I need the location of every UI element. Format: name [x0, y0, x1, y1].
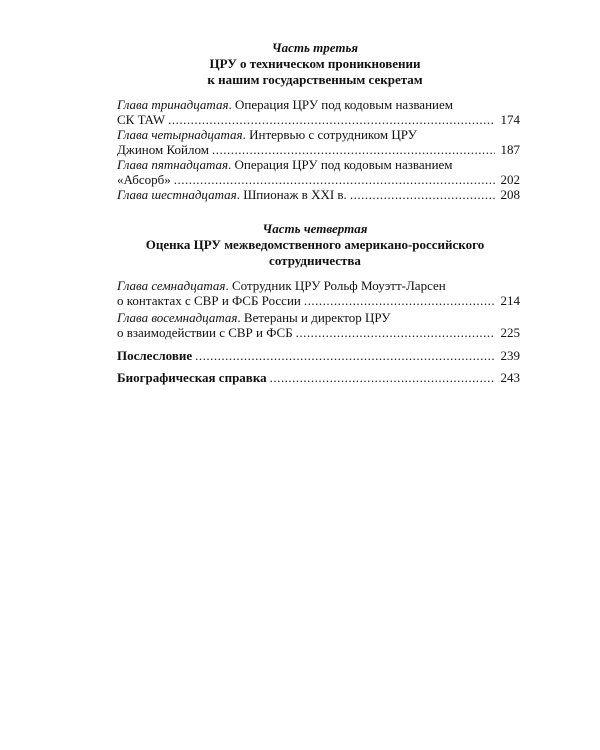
chapter-title: . Шпионаж в XXI в.: [236, 187, 347, 202]
toc-entry-afterword[interactable]: [117, 348, 520, 363]
chapter-title: . Ветераны и директор ЦРУ: [237, 310, 391, 325]
part-label: Часть четвертая: [262, 221, 368, 236]
leader-dots: [304, 293, 495, 308]
part-three-heading: [110, 40, 520, 88]
part-three-chapters: [117, 97, 520, 202]
page-number: 174: [500, 112, 520, 127]
afterword-title: Послесловие: [117, 348, 193, 363]
leader-dots: [296, 325, 495, 340]
page-number: 214: [500, 293, 520, 308]
toc-entry[interactable]: [117, 127, 520, 157]
page-number: 187: [500, 142, 520, 157]
part-title-line: к нашим государственным секретам: [207, 72, 423, 87]
chapter-title: . Операция ЦРУ под кодовым названием: [228, 97, 453, 112]
leader-dots: [212, 142, 495, 157]
page-number: 243: [500, 370, 520, 385]
toc-entry-biography[interactable]: [117, 370, 520, 385]
toc-entry[interactable]: [117, 278, 520, 308]
part-title-line: Оценка ЦРУ межведомственного американо-российского: [145, 237, 485, 252]
chapter-label: Глава семнадцатая: [117, 278, 226, 293]
toc-entry[interactable]: [117, 97, 520, 127]
leader-dots: [195, 348, 495, 363]
chapter-title: . Сотрудник ЦРУ Рольф Моуэтт-Ларсен: [225, 278, 446, 293]
chapter-title-cont: о взаимодействии с СВР и ФСБ: [117, 325, 293, 340]
biography-title: Биографическая справка: [117, 370, 267, 385]
part-four-heading: [110, 221, 520, 269]
part-label: Часть третья: [271, 40, 359, 55]
page-number: 202: [500, 172, 520, 187]
page-number: 239: [500, 348, 520, 363]
chapter-label: Глава шестнадцатая: [117, 187, 237, 202]
leader-dots: [168, 112, 495, 127]
chapter-label: Глава пятнадцатая: [117, 157, 229, 172]
leader-dots: [174, 172, 495, 187]
leader-dots: [350, 187, 495, 202]
chapter-title-cont: Джином Койлом: [117, 142, 209, 157]
chapter-title: . Интервью с сотрудником ЦРУ: [242, 127, 417, 142]
chapter-label: Глава четырнадцатая: [117, 127, 243, 142]
page-number: 208: [500, 187, 520, 202]
part-title-line: сотрудничества: [269, 253, 361, 268]
leader-dots: [270, 370, 495, 385]
part-title-line: ЦРУ о техническом проникновении: [209, 56, 421, 71]
toc-entry[interactable]: [117, 187, 520, 202]
chapter-label: Глава тринадцатая: [117, 97, 229, 112]
chapter-title-cont: «Абсорб»: [117, 172, 171, 187]
chapter-title-cont: о контактах с СВР и ФСБ России: [117, 293, 301, 308]
chapter-title: . Операция ЦРУ под кодовым названием: [228, 157, 453, 172]
part-four-chapters: [117, 278, 520, 340]
page-number: 225: [500, 325, 520, 340]
chapter-label: Глава восемнадцатая: [117, 310, 238, 325]
extra-entries: [117, 348, 520, 385]
chapter-title-cont: СК TAW: [117, 112, 166, 127]
toc-entry[interactable]: [117, 310, 520, 340]
toc-entry[interactable]: [117, 157, 520, 187]
